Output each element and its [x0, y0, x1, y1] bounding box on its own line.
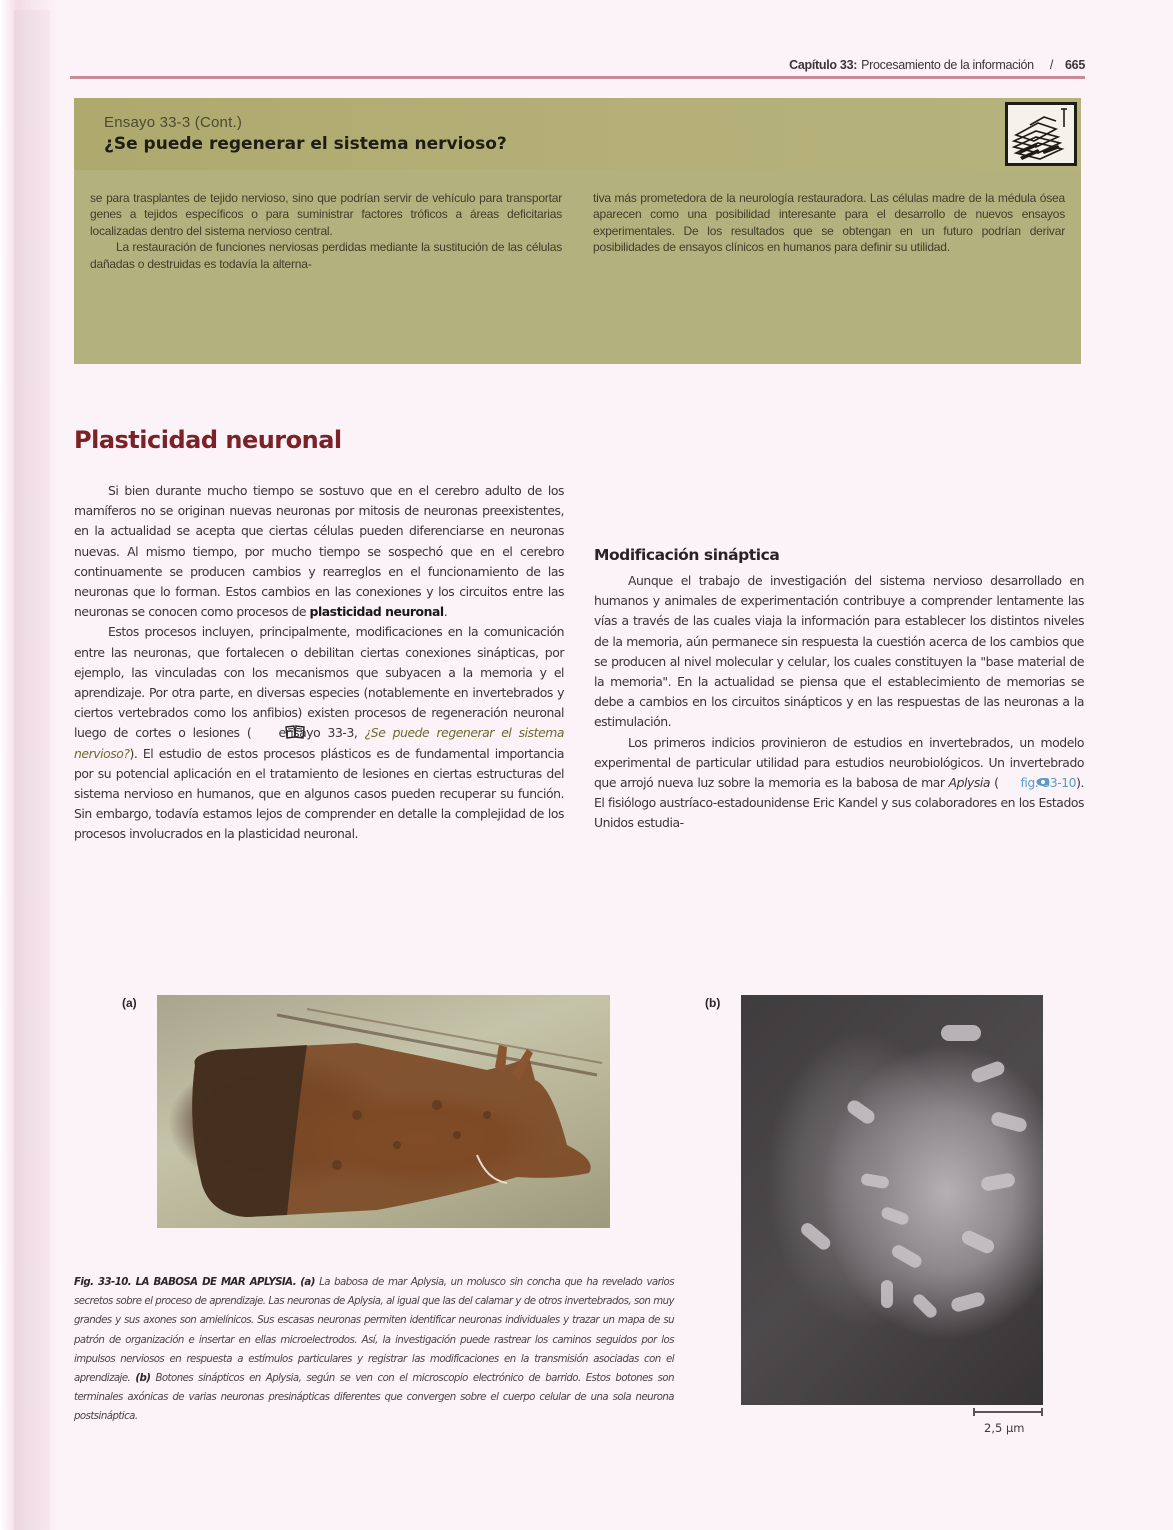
key-term: plasticidad neuronal	[309, 604, 444, 620]
paragraph-text: ). El estudio de estos procesos plásticos es de fundamental importancia por su potencial aplicación en el tratamiento de lesiones en ciertas estructuras del sistema nervioso en humanos, que en algunos casos pueden recuperar su función. Sin embargo, todavía estamos lejos de comprender en detalle la complejidad de los procesos involucrados en la plasticidad neuronal.	[74, 745, 564, 842]
body-paragraph	[74, 481, 564, 622]
paragraph-text: Si bien durante mucho tiempo se sostuvo que en el cerebro adulto de los mamíferos no se originan nuevas neuronas por mitosis de neuronas preexistentes, en la actualidad se acepta que ciertas células pueden diferenciarse en neuronas nuevas. Al mismo tiempo, por mucho tiempo se sospechó que en el cerebro continuamente se producen cambios y rearreglos en el funcionamiento de las neuronas que lo forman. Estos cambios en las conexiones y los circuitos entre las neuronas se conocen como procesos de	[74, 483, 564, 620]
synaptic-boutons-illustration	[741, 995, 1043, 1405]
caption-part-a-label: (a)	[300, 1277, 315, 1288]
sem-micrograph	[741, 995, 1043, 1405]
figure-label-a: (a)	[122, 996, 137, 1010]
essay-body	[90, 190, 1065, 272]
body-column-left	[74, 425, 564, 845]
paragraph-text: (	[990, 775, 999, 791]
essay-paragraph: se para trasplantes de tejido nervioso, sino que podrían servir de vehículo para transportar genes a tejidos específicos o para suministrar factores tróficos a áreas deficitarias localizadas dentro del sistema nervioso central.	[90, 191, 562, 238]
essay-paragraph: tiva más prometedora de la neurología restauradora. Las células madre de la médula ósea aparecen como una posibilidad interesante para el desarrollo de nuevos ensayos experimentales. De los resultados que se obtengan en un futuro podrían derivar posibilidades de ensayos clínicos en humanos para definir su utilidad.	[593, 191, 1065, 255]
essay-header	[74, 98, 1081, 170]
section-title: Plasticidad neuronal	[74, 426, 342, 454]
body-paragraph	[74, 622, 564, 844]
paragraph-text: . El fisiólogo austríaco-estadounidense Eric Kandel y sus colaboradores en los Estados Unidos estudia-	[594, 775, 1084, 831]
page-number: 665	[1065, 58, 1085, 72]
species-name: Aplysia	[948, 775, 991, 791]
header-rule	[70, 76, 1085, 79]
caption-heading: Fig. 33-10. LA BABOSA DE MAR APLYSIA.	[74, 1277, 297, 1288]
essay-box	[74, 98, 1081, 364]
figure-reference-link[interactable]	[998, 775, 1076, 790]
essay-ref-title: ¿Se puede regenerar el sistema nervioso?	[74, 725, 565, 761]
subsection-title: Modificación sináptica	[594, 546, 780, 564]
figure-ref-text: fig. 33-10	[1020, 775, 1077, 791]
aplysia-photo	[157, 995, 610, 1228]
essay-kicker: Ensayo 33-3 (Cont.)	[104, 114, 243, 131]
caption-part-b-label: (b)	[135, 1373, 151, 1385]
paragraph-text: .	[443, 604, 448, 620]
essay-paragraph: La restauración de funciones nerviosas perdidas mediante la sustitución de las células dañadas o destruidas es todavía la alterna-	[90, 240, 562, 271]
aplysia-illustration	[157, 995, 610, 1228]
paragraph-text: Estos procesos incluyen, principalmente, modificaciones en la comunicación entre las neuronas, que fortalecen o debilitan ciertas conexiones sinápticas, por ejemplo, las vinculadas con los mecanismos que subyacen a la memoria y el aprendizaje. Por otra parte, en diversas especies (notablemente en invertebrados y ciertos vertebrados como los anfibios) existen procesos de regeneración neuronal luego de cortes o lesiones (	[74, 624, 564, 741]
figure-caption	[74, 1273, 674, 1427]
scale-bar	[973, 1408, 1043, 1416]
essay-column-right	[593, 190, 1065, 272]
essay-column-left	[90, 190, 562, 272]
body-paragraph: Aunque el trabajo de investigación del sistema nervioso desarrollado en humanos y animales de experimentación contribuye a comprender lentamente las vías a través de las cuales viaja la información para establecer los distintos niveles de la memoria, aún permanece sin respuesta la cuestión acerca de los cambios que se producen al nivel molecular y celular, los cuales constituyen la "base material de la memoria". En la actualidad se piensa que el establecimiento de memorias se debe a cambios en los circuitos sinápticos y en las respuestas de las neuronas a la estimulación.	[594, 573, 1084, 730]
figure-label-b: (b)	[705, 996, 721, 1010]
body-paragraph	[594, 733, 1084, 834]
paragraph-text: Los primeros indicios provinieron de estudios en invertebrados, un modelo experimental de particular utilidad para estudios neurobiológicos. Un invertebrado que arrojó nueva luz sobre la memoria es la babosa de mar	[594, 734, 1084, 791]
caption-part-b: Botones sinápticos en Aplysia, según se ven con el microscopio electrónico de barrido. Estos botones son terminales axónicas de varias neuronas presinápticas diferentes que convergen sobre el cuerpo celular de una sola neurona postsináptica.	[74, 1373, 674, 1423]
page-binding-shadow	[14, 10, 50, 1530]
open-book-icon[interactable]	[251, 725, 271, 739]
scale-label: 2,5 µm	[984, 1421, 1025, 1435]
book-stack-icon	[1005, 102, 1077, 166]
header-separator: /	[1049, 58, 1054, 72]
essay-title: ¿Se puede regenerar el sistema nervioso?	[104, 134, 507, 154]
caption-part-a: La babosa de mar Aplysia, un molusco sin concha que ha revelado varios secretos sobre el proceso de aprendizaje. Las neuronas de Aplysia, al igual que las del calamar y de otros invertebrados, son muy grandes y sus axones son amielínicos. Sus escasas neuronas permiten identificar neuronas individuales y trazar un mapa de su patrón de organización e insertar en ellas microelectrodos. Así, la investigación puede rastrear los caminos seguidos por los impulsos nerviosos en respuesta a estímulos particulares y registrar las modificaciones en la transmisión asociadas con el aprendizaje.	[74, 1277, 674, 1385]
eye-icon	[1002, 773, 1016, 783]
essay-ref-label: ensayo 33-3,	[278, 725, 365, 741]
paragraph-text: )	[1076, 775, 1081, 791]
chapter-title: Procesamiento de la información	[861, 58, 1034, 72]
body-column-right	[594, 437, 1084, 834]
chapter-label: Capítulo 33:	[789, 58, 858, 72]
